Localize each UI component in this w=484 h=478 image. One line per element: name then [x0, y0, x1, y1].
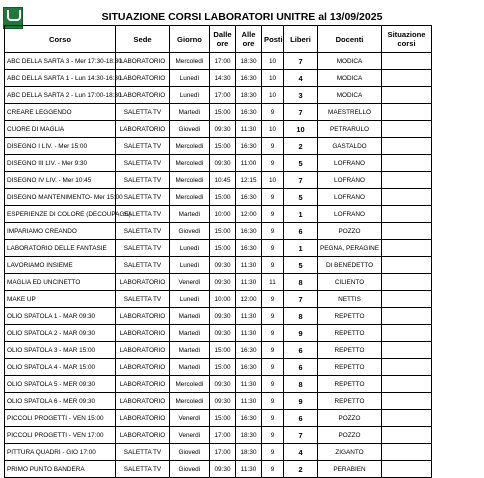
cell-corso: PRIMO PUNTO BANDERA — [5, 461, 116, 478]
cell-posti: 10 — [262, 87, 284, 104]
cell-corso: ABC DELLA SARTA 3 - Mer 17:30-18:30 — [5, 53, 116, 70]
cell-alle: 11:30 — [236, 461, 262, 478]
cell-giorno: Martedì — [170, 342, 210, 359]
cell-giorno: Mercoledì — [170, 393, 210, 410]
logo-brand: UNITRE — [3, 21, 23, 27]
cell-giorno: Lunedì — [170, 87, 210, 104]
cell-situazione — [382, 206, 432, 223]
cell-liberi: 7 — [284, 172, 318, 189]
cell-liberi: 9 — [284, 393, 318, 410]
cell-posti: 9 — [262, 444, 284, 461]
cell-situazione — [382, 138, 432, 155]
cell-liberi: 5 — [284, 155, 318, 172]
cell-situazione — [382, 87, 432, 104]
cell-giorno: Mercoledì — [170, 53, 210, 70]
cell-dalle: 10:00 — [210, 206, 236, 223]
cell-dalle: 15:00 — [210, 104, 236, 121]
cell-sede: LABORATORIO — [116, 427, 170, 444]
cell-liberi: 8 — [284, 274, 318, 291]
cell-sede: LABORATORIO — [116, 359, 170, 376]
cell-alle: 16:30 — [236, 189, 262, 206]
cell-docenti: ZIGANTO — [318, 444, 382, 461]
cell-giorno: Giovedì — [170, 223, 210, 240]
cell-posti: 9 — [262, 376, 284, 393]
cell-situazione — [382, 189, 432, 206]
cell-alle: 18:30 — [236, 87, 262, 104]
cell-situazione — [382, 308, 432, 325]
cell-corso: PICCOLI PROGETTI - VEN 17:00 — [5, 427, 116, 444]
cell-posti: 9 — [262, 189, 284, 206]
cell-corso: ABC DELLA SARTA 2 - Lun 17:00-18:30 — [5, 87, 116, 104]
cell-situazione — [382, 53, 432, 70]
cell-corso: ABC DELLA SARTA 1 - Lun 14:30-16:30 — [5, 70, 116, 87]
cell-sede: SALETTA TV — [116, 444, 170, 461]
cell-corso: MAKE UP — [5, 291, 116, 308]
header-situazione-line1: Situazione — [387, 30, 426, 39]
cell-corso: DISEGNO MANTENIMENTO- Mer 15:00 — [5, 189, 116, 206]
cell-liberi: 3 — [284, 87, 318, 104]
table-row — [5, 87, 432, 104]
cell-dalle: 09:30 — [210, 257, 236, 274]
cell-corso: OLIO SPATOLA 1 - MAR 09:30 — [5, 308, 116, 325]
cell-alle: 16:30 — [236, 359, 262, 376]
cell-giorno: Mercoledì — [170, 376, 210, 393]
cell-situazione — [382, 461, 432, 478]
table-row — [5, 104, 432, 121]
cell-posti: 9 — [262, 138, 284, 155]
cell-alle: 12:00 — [236, 206, 262, 223]
cell-alle: 11:30 — [236, 257, 262, 274]
cell-posti: 9 — [262, 325, 284, 342]
table-row — [5, 325, 432, 342]
cell-corso: DISEGNO III LIV. - Mer 9:30 — [5, 155, 116, 172]
header-sede: Sede — [116, 26, 170, 53]
cell-giorno: Lunedì — [170, 70, 210, 87]
table-row — [5, 121, 432, 138]
cell-liberi: 9 — [284, 325, 318, 342]
cell-dalle: 17:00 — [210, 444, 236, 461]
cell-sede: SALETTA TV — [116, 104, 170, 121]
cell-alle: 11:00 — [236, 155, 262, 172]
cell-docenti: PEGNA, PERAGINE — [318, 240, 382, 257]
cell-liberi: 7 — [284, 291, 318, 308]
cell-alle: 11:30 — [236, 325, 262, 342]
cell-giorno: Lunedì — [170, 291, 210, 308]
cell-sede: SALETTA TV — [116, 223, 170, 240]
table-row — [5, 393, 432, 410]
cell-liberi: 6 — [284, 359, 318, 376]
cell-dalle: 09:30 — [210, 121, 236, 138]
cell-dalle: 09:30 — [210, 308, 236, 325]
cell-liberi: 5 — [284, 189, 318, 206]
cell-sede: LABORATORIO — [116, 308, 170, 325]
cell-dalle: 10:45 — [210, 172, 236, 189]
header-alle-line2: ore — [242, 39, 255, 48]
cell-dalle: 09:30 — [210, 393, 236, 410]
cell-alle: 16:30 — [236, 410, 262, 427]
cell-giorno: Martedì — [170, 325, 210, 342]
cell-situazione — [382, 410, 432, 427]
cell-posti: 9 — [262, 427, 284, 444]
cell-situazione — [382, 104, 432, 121]
cell-posti: 10 — [262, 70, 284, 87]
table-row — [5, 138, 432, 155]
cell-situazione — [382, 257, 432, 274]
cell-giorno: Venerdì — [170, 427, 210, 444]
cell-sede: LABORATORIO — [116, 87, 170, 104]
cell-docenti: DI BENEDETTO — [318, 257, 382, 274]
cell-sede: LABORATORIO — [116, 410, 170, 427]
cell-liberi: 6 — [284, 223, 318, 240]
cell-corso: CREARE LEGGENDO — [5, 104, 116, 121]
cell-corso: ESPERIENZE DI COLORE (DECOUPAGE) — [5, 206, 116, 223]
cell-posti: 9 — [262, 461, 284, 478]
table-row — [5, 53, 432, 70]
table-row — [5, 172, 432, 189]
header-giorno: Giorno — [170, 26, 210, 53]
cell-corso: DISEGNO IV LIV. - Mer 10:45 — [5, 172, 116, 189]
table-row — [5, 376, 432, 393]
cell-giorno: Martedì — [170, 308, 210, 325]
table-row — [5, 291, 432, 308]
cell-posti: 10 — [262, 172, 284, 189]
cell-giorno: Venerdì — [170, 410, 210, 427]
cell-docenti: LOFRANO — [318, 172, 382, 189]
courses-table — [4, 25, 432, 478]
cell-docenti: REPETTO — [318, 393, 382, 410]
cell-giorno: Martedì — [170, 206, 210, 223]
cell-dalle: 09:30 — [210, 274, 236, 291]
cell-dalle: 15:00 — [210, 359, 236, 376]
cell-corso: IMPARIAMO CREANDO — [5, 223, 116, 240]
cell-liberi: 1 — [284, 240, 318, 257]
cell-posti: 9 — [262, 155, 284, 172]
cell-posti: 10 — [262, 121, 284, 138]
cell-posti: 10 — [262, 53, 284, 70]
table-row — [5, 257, 432, 274]
cell-docenti: POZZO — [318, 410, 382, 427]
cell-liberi: 4 — [284, 70, 318, 87]
cell-liberi: 8 — [284, 376, 318, 393]
cell-situazione — [382, 240, 432, 257]
cell-posti: 9 — [262, 342, 284, 359]
cell-situazione — [382, 223, 432, 240]
cell-corso: OLIO SPATOLA 3 - MAR 15:00 — [5, 342, 116, 359]
cell-dalle: 10:00 — [210, 291, 236, 308]
table-row — [5, 206, 432, 223]
cell-corso: PICCOLI PROGETTI - VEN 15:00 — [5, 410, 116, 427]
cell-giorno: Mercoledì — [170, 172, 210, 189]
cell-posti: 9 — [262, 257, 284, 274]
cell-sede: SALETTA TV — [116, 240, 170, 257]
cell-docenti: REPETTO — [318, 342, 382, 359]
table-row — [5, 342, 432, 359]
cell-sede: LABORATORIO — [116, 121, 170, 138]
cell-sede: LABORATORIO — [116, 53, 170, 70]
cell-alle: 16:30 — [236, 138, 262, 155]
cell-alle: 11:30 — [236, 121, 262, 138]
cell-docenti: REPETTO — [318, 325, 382, 342]
cell-liberi: 6 — [284, 342, 318, 359]
table-row — [5, 308, 432, 325]
page-title: SITUAZIONE CORSI LABORATORI UNITRE al 13/09/2025 — [101, 11, 383, 23]
cell-sede: SALETTA TV — [116, 206, 170, 223]
cell-dalle: 15:00 — [210, 138, 236, 155]
cell-corso: OLIO SPATOLA 2 - MAR 09:30 — [5, 325, 116, 342]
cell-situazione — [382, 444, 432, 461]
cell-alle: 12:15 — [236, 172, 262, 189]
cell-alle: 12:00 — [236, 291, 262, 308]
cell-corso: OLIO SPATOLA 5 - MER 09:30 — [5, 376, 116, 393]
header-dalle-line1: Dalle — [213, 30, 232, 39]
cell-dalle: 15:00 — [210, 342, 236, 359]
cell-situazione — [382, 121, 432, 138]
cell-giorno: Giovedì — [170, 444, 210, 461]
cell-posti: 9 — [262, 206, 284, 223]
cell-alle: 16:30 — [236, 342, 262, 359]
cell-liberi: 6 — [284, 410, 318, 427]
table-row — [5, 155, 432, 172]
cell-docenti: CILIENTO — [318, 274, 382, 291]
cell-docenti: LOFRANO — [318, 206, 382, 223]
cell-docenti: LOFRANO — [318, 189, 382, 206]
cell-docenti: REPETTO — [318, 308, 382, 325]
cell-sede: SALETTA TV — [116, 257, 170, 274]
header-situazione — [382, 26, 432, 53]
header-docenti: Docenti — [318, 26, 382, 53]
cell-alle: 11:30 — [236, 376, 262, 393]
cell-liberi: 7 — [284, 427, 318, 444]
header-row — [5, 26, 432, 53]
cell-dalle: 15:00 — [210, 240, 236, 257]
cell-alle: 16:30 — [236, 70, 262, 87]
cell-situazione — [382, 70, 432, 87]
cell-giorno: Martedì — [170, 359, 210, 376]
cell-dalle: 15:00 — [210, 410, 236, 427]
cell-corso: MAGLIA ED UNCINETTO — [5, 274, 116, 291]
cell-giorno: Martedì — [170, 104, 210, 121]
cell-giorno: Giovedì — [170, 121, 210, 138]
cell-situazione — [382, 393, 432, 410]
cell-dalle: 09:30 — [210, 376, 236, 393]
cell-posti: 9 — [262, 104, 284, 121]
cell-dalle: 17:00 — [210, 427, 236, 444]
header-alle-line1: Alle — [241, 30, 256, 39]
cell-alle: 18:30 — [236, 427, 262, 444]
cell-sede: LABORATORIO — [116, 342, 170, 359]
cell-dalle: 15:00 — [210, 223, 236, 240]
cell-situazione — [382, 274, 432, 291]
cell-posti: 9 — [262, 393, 284, 410]
cell-corso: CUORE DI MAGLIA — [5, 121, 116, 138]
cell-situazione — [382, 325, 432, 342]
cell-situazione — [382, 359, 432, 376]
cell-sede: LABORATORIO — [116, 325, 170, 342]
table-row — [5, 359, 432, 376]
cell-docenti: MODICA — [318, 53, 382, 70]
cell-alle: 18:30 — [236, 444, 262, 461]
cell-giorno: Lunedì — [170, 257, 210, 274]
cell-docenti: REPETTO — [318, 359, 382, 376]
cell-situazione — [382, 291, 432, 308]
cell-alle: 16:30 — [236, 240, 262, 257]
cell-docenti: PERABIEN — [318, 461, 382, 478]
cell-sede: SALETTA TV — [116, 291, 170, 308]
cell-posti: 9 — [262, 223, 284, 240]
cell-giorno: Mercoledì — [170, 155, 210, 172]
cell-alle: 11:30 — [236, 308, 262, 325]
cell-docenti: GASTALDO — [318, 138, 382, 155]
cell-liberi: 7 — [284, 53, 318, 70]
cell-docenti: REPETTO — [318, 376, 382, 393]
cell-docenti: MAESTRELLO — [318, 104, 382, 121]
cell-situazione — [382, 155, 432, 172]
cell-dalle: 09:30 — [210, 155, 236, 172]
cell-sede: SALETTA TV — [116, 461, 170, 478]
cell-corso: OLIO SPATOLA 6 - MER 09:30 — [5, 393, 116, 410]
cell-docenti: MODICA — [318, 70, 382, 87]
cell-sede: SALETTA TV — [116, 172, 170, 189]
cell-liberi: 8 — [284, 308, 318, 325]
table-row — [5, 427, 432, 444]
cell-docenti: NETTIS — [318, 291, 382, 308]
cell-dalle: 17:00 — [210, 53, 236, 70]
cell-situazione — [382, 427, 432, 444]
cell-corso: LAVORIAMO INSIEME — [5, 257, 116, 274]
table-row — [5, 274, 432, 291]
cell-posti: 9 — [262, 359, 284, 376]
header-dalle-line2: ore — [216, 39, 229, 48]
table-row — [5, 223, 432, 240]
cell-liberi: 2 — [284, 461, 318, 478]
cell-docenti: LOFRANO — [318, 155, 382, 172]
header-situazione-line2: corsi — [397, 39, 416, 48]
cell-sede: LABORATORIO — [116, 274, 170, 291]
table-row — [5, 189, 432, 206]
cell-giorno: Giovedì — [170, 461, 210, 478]
cell-sede: SALETTA TV — [116, 189, 170, 206]
table-row — [5, 410, 432, 427]
cell-posti: 9 — [262, 240, 284, 257]
table-row — [5, 444, 432, 461]
cell-alle: 11:30 — [236, 393, 262, 410]
cell-sede: LABORATORIO — [116, 70, 170, 87]
cell-corso: PITTURA QUADRI - GIO 17:00 — [5, 444, 116, 461]
cell-sede: LABORATORIO — [116, 393, 170, 410]
header-corso: Corso — [5, 26, 116, 53]
cell-sede: LABORATORIO — [116, 376, 170, 393]
cell-posti: 9 — [262, 410, 284, 427]
cell-giorno: Mercoledì — [170, 138, 210, 155]
cell-liberi: 10 — [284, 121, 318, 138]
table-row — [5, 240, 432, 257]
table-body — [5, 53, 432, 478]
cell-liberi: 1 — [284, 206, 318, 223]
cell-sede: SALETTA TV — [116, 155, 170, 172]
header-liberi: Liberi — [284, 26, 318, 53]
cell-giorno: Venerdì — [170, 274, 210, 291]
cell-liberi: 7 — [284, 104, 318, 121]
cell-corso: OLIO SPATOLA 4 - MAR 15:00 — [5, 359, 116, 376]
cell-posti: 11 — [262, 274, 284, 291]
cell-corso: DISEGNO I LIV. - Mer 15:00 — [5, 138, 116, 155]
cell-alle: 11:30 — [236, 274, 262, 291]
cell-docenti: POZZO — [318, 223, 382, 240]
cell-liberi: 4 — [284, 444, 318, 461]
cell-docenti: POZZO — [318, 427, 382, 444]
header-alle — [236, 26, 262, 53]
cell-dalle: 14:30 — [210, 70, 236, 87]
cell-dalle: 15:00 — [210, 189, 236, 206]
table-row — [5, 461, 432, 478]
cell-corso: LABORATORIO DELLE FANTASIE — [5, 240, 116, 257]
table-row — [5, 70, 432, 87]
cell-situazione — [382, 342, 432, 359]
cell-posti: 9 — [262, 308, 284, 325]
cell-posti: 9 — [262, 291, 284, 308]
cell-liberi: 2 — [284, 138, 318, 155]
cell-sede: SALETTA TV — [116, 138, 170, 155]
cell-docenti: MODICA — [318, 87, 382, 104]
cell-dalle: 09:30 — [210, 461, 236, 478]
cell-alle: 16:30 — [236, 223, 262, 240]
cell-alle: 18:30 — [236, 53, 262, 70]
cell-dalle: 09:30 — [210, 325, 236, 342]
cell-situazione — [382, 172, 432, 189]
cell-situazione — [382, 376, 432, 393]
cell-dalle: 17:00 — [210, 87, 236, 104]
cell-giorno: Lunedì — [170, 240, 210, 257]
cell-giorno: Mercoledì — [170, 189, 210, 206]
header-posti: Posti — [262, 26, 284, 53]
header-dalle — [210, 26, 236, 53]
cell-liberi: 5 — [284, 257, 318, 274]
cell-alle: 16:30 — [236, 104, 262, 121]
cell-docenti: PETRARULO — [318, 121, 382, 138]
